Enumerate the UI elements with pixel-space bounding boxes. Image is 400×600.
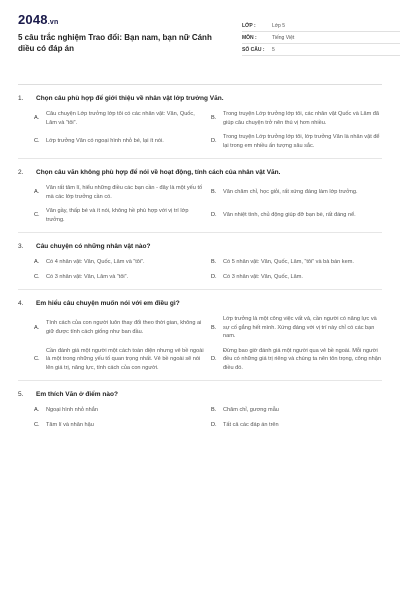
question-text: Em hiểu câu chuyện muốn nói với em điều gì? [36,300,180,307]
option-text: Cần đánh giá một người một cách toàn diện nhưng vẻ bề ngoài là một trong những yếu tố quan trọng nhất. Vẻ bề ngoài sẽ nói lên giá trị, năng lực, tính cách của con người. [46,347,204,371]
question-text: Câu chuyện có những nhân vật nào? [36,243,151,250]
option-text: Có 3 nhân vật: Văn, Lâm và “tôi”. [46,273,129,280]
question-text: Em thích Văn ở điểm nào? [36,391,118,398]
meta-key: MÔN : [242,34,257,41]
meta-key: SỐ CÂU : [242,46,265,53]
question-text: Chọn câu văn không phù hợp để nói về hoạt động, tính cách của nhân vật Văn. [36,169,281,176]
question-block [18,391,382,429]
option-letter: B. [211,259,217,265]
question-block [18,95,382,159]
answer-option[interactable] [211,110,382,127]
answer-option[interactable] [211,421,382,430]
meta-value: Lớp 5 [272,22,286,29]
option-grid [18,184,382,224]
question-divider [18,232,382,233]
option-letter: D. [211,273,217,280]
option-text: Có 3 nhân vật: Văn, Quốc, Lâm. [223,273,303,280]
option-grid [18,315,382,372]
option-letter: B. [211,324,217,331]
option-letter: A. [34,189,40,196]
meta-key: LỚP : [242,22,256,29]
answer-option[interactable] [34,133,205,150]
question-number: 1. [18,95,24,102]
quiz-title: 5 câu trắc nghiệm Trao đổi: Bạn nam, bạn nữ Cánh diều có đáp án [18,33,212,53]
question-heading [18,243,382,250]
option-letter: D. [211,356,217,362]
option-letter: D. [211,138,217,145]
option-letter: A. [34,407,40,413]
option-text: Đừng bao giờ đánh giá một người qua vẻ bề ngoài. Mỗi người đều có những giá trị riêng và chúng ta nên tôn trọng, công nhận điều đó. [223,347,381,371]
option-text: Có 5 nhân vật: Văn, Quốc, Lâm, “tôi” và bà bán kem. [223,259,354,265]
option-letter: C. [34,212,40,219]
answer-option[interactable] [211,273,382,282]
option-text: Văn chăm chỉ, học giỏi, rất xứng đáng làm lớp trưởng. [223,189,358,196]
logo-text: 2048 [18,12,48,27]
answer-option[interactable] [34,406,205,415]
option-text: Trong truyện Lớp trưởng lớp tôi, các nhân vật Quốc và Lâm đã giúp câu chuyện trở nên thú vị hơn nhiều. [223,111,380,126]
header-divider [18,84,382,85]
answer-option[interactable] [211,133,382,150]
option-letter: B. [211,189,217,196]
answer-option[interactable] [211,347,382,373]
question-number: 4. [18,300,24,307]
option-letter: C. [34,273,40,280]
option-text: Câu chuyện Lớp trưởng lớp tôi có các nhân vật: Văn, Quốc, Lâm và “tôi”. [46,111,195,126]
answer-option[interactable] [211,315,382,341]
option-letter: D. [211,421,217,428]
option-text: Tâm lí và nhân hậu [46,421,94,428]
question-heading [18,169,382,176]
answer-option[interactable] [34,421,205,430]
option-text: Ngoại hình nhỏ nhắn [46,407,98,413]
option-letter: D. [211,212,217,219]
option-text: Tính cách của con người luôn thay đổi theo thời gian, không ai giữ được tính cách giống như ban đầu. [46,320,202,335]
question-block [18,243,382,290]
option-letter: C. [34,356,40,362]
option-letter: C. [34,421,40,428]
option-letter: C. [34,138,40,145]
meta-row-class [242,20,400,32]
option-letter: A. [34,259,40,265]
question-text: Chọn câu phù hợp để giới thiệu về nhân vật lớp trưởng Văn. [36,95,224,102]
option-text: Có 4 nhân vật: Văn, Quốc, Lâm và “tôi”. [46,259,145,265]
question-number: 2. [18,169,24,176]
meta-row-subject [242,32,400,44]
option-grid [18,406,382,429]
quiz-header [18,12,382,78]
option-grid [18,110,382,150]
option-text: Tất cả các đáp án trên [223,421,279,428]
answer-option[interactable] [34,207,205,224]
question-block [18,300,382,381]
answer-option[interactable] [211,184,382,201]
option-letter: B. [211,115,217,122]
question-divider [18,289,382,290]
question-heading [18,300,382,307]
option-text: Lớp trưởng là một công việc vất vả, cần người có năng lực và sự cố gắng hết mình. Xứng đáng với vị trí này chỉ có các bạn nam. [223,316,377,339]
option-text: Chăm chỉ, gương mẫu [223,407,279,413]
option-grid [18,258,382,281]
meta-value: Tiếng Việt [272,34,295,41]
option-letter: B. [211,407,217,413]
question-number: 3. [18,243,24,250]
logo-suffix: .vn [47,19,59,26]
option-text: Văn gầy, thấp bé và ít nói, không hề phù hợp với vị trí lớp trưởng. [46,208,189,223]
meta-row-count [242,44,400,56]
question-list [18,95,382,429]
answer-option[interactable] [34,315,205,341]
question-block [18,169,382,233]
quiz-meta [242,20,400,56]
question-divider [18,158,382,159]
question-heading [18,391,382,398]
answer-option[interactable] [34,184,205,201]
option-text: Văn nhiệt tình, chủ động giúp đỡ bạn bè, rất đáng nể. [223,212,356,219]
question-heading [18,95,382,102]
answer-option[interactable] [34,347,205,373]
option-text: Lớp trưởng Văn có ngoại hình nhỏ bé, lại ít nói. [46,138,164,145]
answer-option[interactable] [34,110,205,127]
answer-option[interactable] [211,207,382,224]
question-number: 5. [18,391,24,398]
answer-option[interactable] [211,258,382,267]
option-letter: A. [34,324,40,331]
answer-option[interactable] [34,258,205,267]
answer-option[interactable] [211,406,382,415]
question-divider [18,380,382,381]
meta-value: 5 [272,46,275,53]
option-text: Văn rất tâm lí, hiểu những điều các bạn cần - đây là một yếu tố mà các lớp trưởng cần có. [46,185,203,200]
option-text: Trong truyện Lớp trưởng lớp tôi, lớp trưởng Văn là nhân vật để lại trong em nhiều ấn tượng sâu sắc. [223,134,380,149]
option-letter: A. [34,115,40,122]
answer-option[interactable] [34,273,205,282]
